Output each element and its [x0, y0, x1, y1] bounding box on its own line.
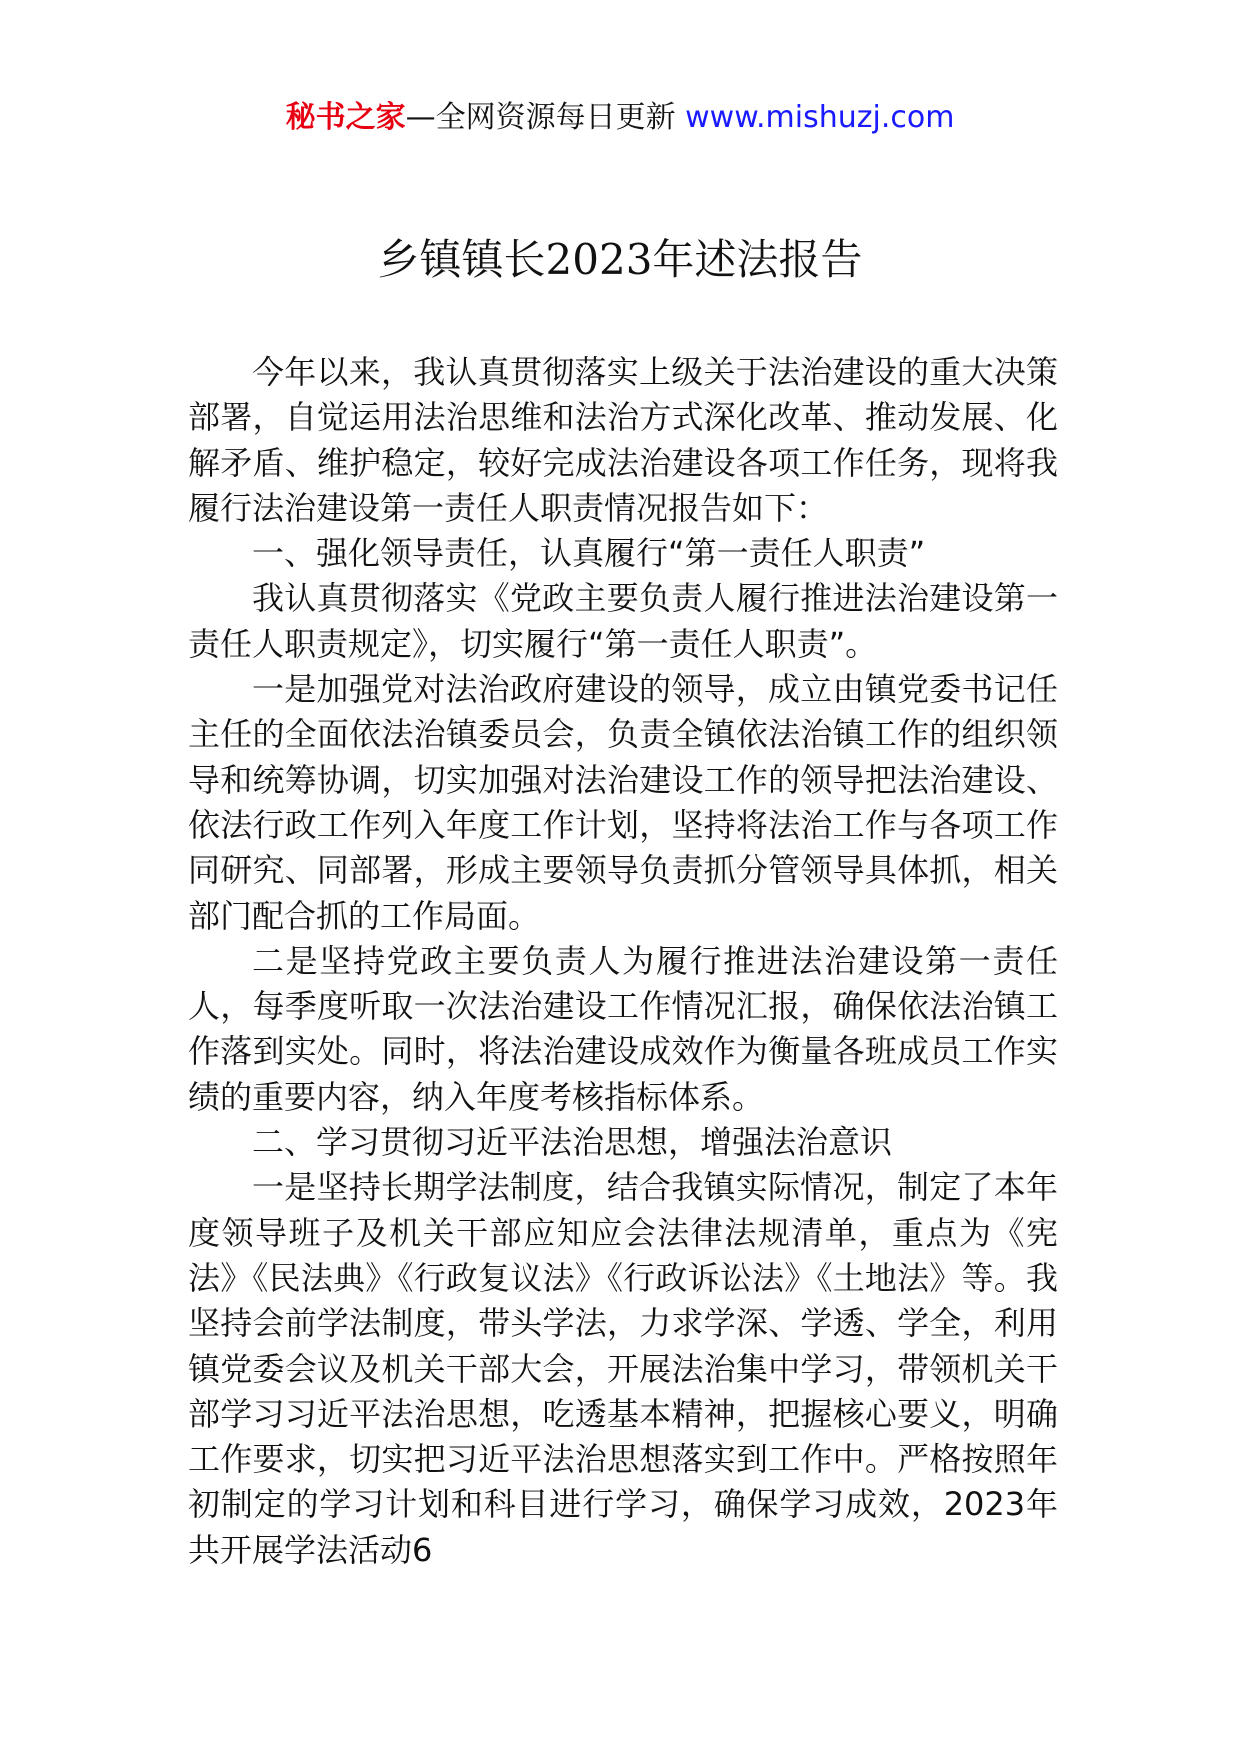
body-paragraph: 一是加强党对法治政府建设的领导，成立由镇党委书记任主任的全面依法治镇委员会，负责全镇依法治镇工作的组织领导和统筹协调，切实加强对法治建设工作的领导把法治建设、依法行政工作列入年度工作计划，坚持将法治工作与各项工作同研究、同部署，形成主要领导负责抓分管领导具体抓，相关部门配合抓的工作局面。	[188, 670, 1058, 935]
brand-name: 秘书之家	[285, 100, 406, 135]
body-paragraph: 二是坚持党政主要负责人为履行推进法治建设第一责任人，每季度听取一次法治建设工作情况汇报，确保依法治镇工作落到实处。同时，将法治建设成效作为衡量各班成员工作实绩的重要内容，纳入年度考核指标体系。	[188, 941, 1058, 1116]
banner-slogan: —全网资源每日更新	[405, 100, 686, 135]
body-paragraph: 我认真贯彻落实《党政主要负责人履行推进法治建设第一责任人职责规定》，切实履行“第一责任人职责”。	[188, 579, 1058, 663]
site-url-link[interactable]: www.mishuzj.com	[685, 100, 955, 135]
section-heading: 二、学习贯彻习近平法治思想，增强法治意识	[252, 1123, 893, 1162]
body-paragraph: 今年以来，我认真贯彻落实上级关于法治建设的重大决策部署，自觉运用法治思维和法治方式深化改革、推动发展、化解矛盾、维护稳定，较好完成法治建设各项工作任务，现将我履行法治建设第一责任人职责情况报告如下：	[188, 353, 1058, 527]
body-paragraph: 一是坚持长期学法制度，结合我镇实际情况，制定了本年度领导班子及机关干部应知应会法律法规清单，重点为《宪法》《民法典》《行政复议法》《行政诉讼法》《土地法》等。我坚持会前学法制度，带头学法，力求学深、学透、学全，利用镇党委会议及机关干部大会，开展法治集中学习，带领机关干部学习习近平法治思想，吃透基本精神，把握核心要义，明确工作要求，切实把习近平法治思想落实到工作中。严格按照年初制定的学习计划和科目进行学习，确保学习成效，2023年共开展学法活动6	[188, 1168, 1058, 1569]
section-heading: 一、强化领导责任，认真履行“第一责任人职责”	[252, 534, 926, 573]
site-banner	[0, 98, 1240, 138]
document-body	[188, 350, 1058, 1573]
document-title: 乡镇镇长2023年述法报告	[377, 235, 863, 284]
